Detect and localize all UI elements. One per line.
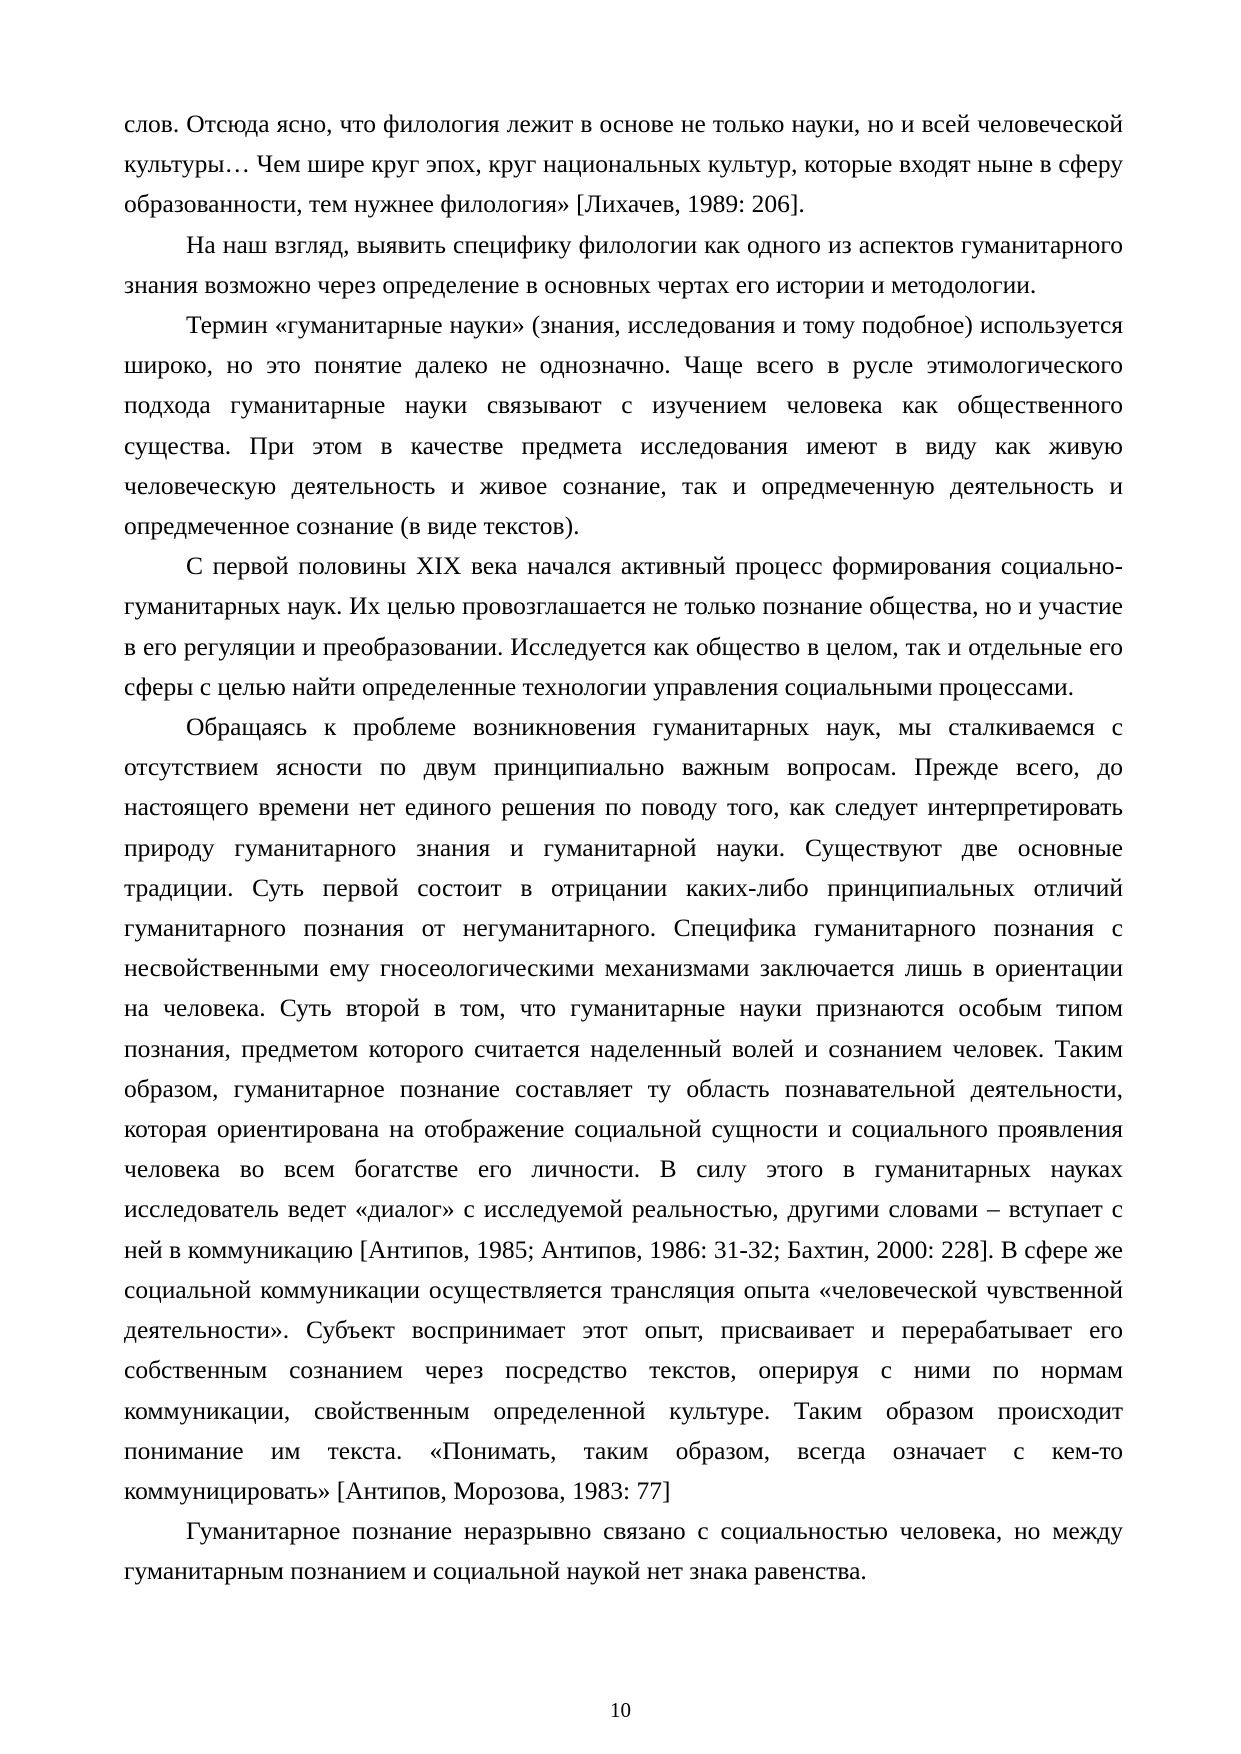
paragraph: На наш взгляд, выявить специфику филологии как одного из аспектов гуманитарного знания возможно через определение в основных чертах его истории и методологии. bbox=[124, 229, 1123, 299]
paragraph: С первой половины XIX века начался активный процесс формирования социально-гуманитарных наук. Их целью провозглашается не только познание общества, но и участие в его регуляции и преобразовании. Исследуется как общество в целом, так и отдельные его сферы с целью найти определенные технологии управления социальными процессами. bbox=[124, 551, 1123, 701]
page-body bbox=[124, 104, 1123, 1592]
paragraph: слов. Отсюда ясно, что филология лежит в основе не только науки, но и всей человеческой культуры… Чем шире круг эпох, круг национальных культур, которые входят ныне в сферу образованности, тем нужнее филология» [Лихачев, 1989: 206]. bbox=[124, 109, 1123, 219]
paragraph: Обращаясь к проблеме возникновения гуманитарных наук, мы сталкиваемся с отсутствием ясности по двум принципиально важным вопросам. Прежде всего, до настоящего времени нет единого решения по поводу того, как следует интерпретировать природу гуманитарного знания и гуманитарной науки. Существуют две основные традиции. Суть первой состоит в отрицании каких-либо принципиальных отличий гуманитарного познания от негуманитарного. Специфика гуманитарного познания с несвойственными ему гносеологическими механизмами заключается лишь в ориентации на человека. Суть второй в том, что гуманитарные науки признаются особым типом познания, предметом которого считается наделенный волей и сознанием человек. Таким образом, гуманитарное познание составляет ту область познавательной деятельности, которая ориентирована на отображение социальной сущности и социального проявления человека во всем богатстве его личности. В силу этого в гуманитарных науках исследователь ведет «диалог» с исследуемой реальностью, другими словами – вступает с ней в коммуникацию [Антипов, 1985; Антипов, 1986: 31-32; Бахтин, 2000: 228]. В сфере же социальной коммуникации осуществляется трансляция опыта «человеческой чувственной деятельности». Субъект воспринимает этот опыт, присваивает и перерабатывает его собственным сознанием через посредство текстов, оперируя с ними по нормам коммуникации, свойственным определенной культуре. Таким образом происходит понимание им текста. «Понимать, таким образом, всегда означает с кем-то коммуницировать» [Антипов, Морозова, 1983: 77] bbox=[124, 712, 1123, 1505]
page-number: 10 bbox=[610, 1698, 631, 1722]
paragraph: Гуманитарное познание неразрывно связано с социальностью человека, но между гуманитарным познанием и социальной наукой нет знака равенства. bbox=[124, 1516, 1123, 1586]
paragraph: Термин «гуманитарные науки» (знания, исследования и тому подобное) используется широко, но это понятие далеко не однозначно. Чаще всего в русле этимологического подхода гуманитарные науки связывают с изучением человека как общественного существа. При этом в качестве предмета исследования имеют в виду как живую человеческую деятельность и живое сознание, так и опредмеченную деятельность и опредмеченное сознание (в виде текстов). bbox=[124, 310, 1123, 541]
